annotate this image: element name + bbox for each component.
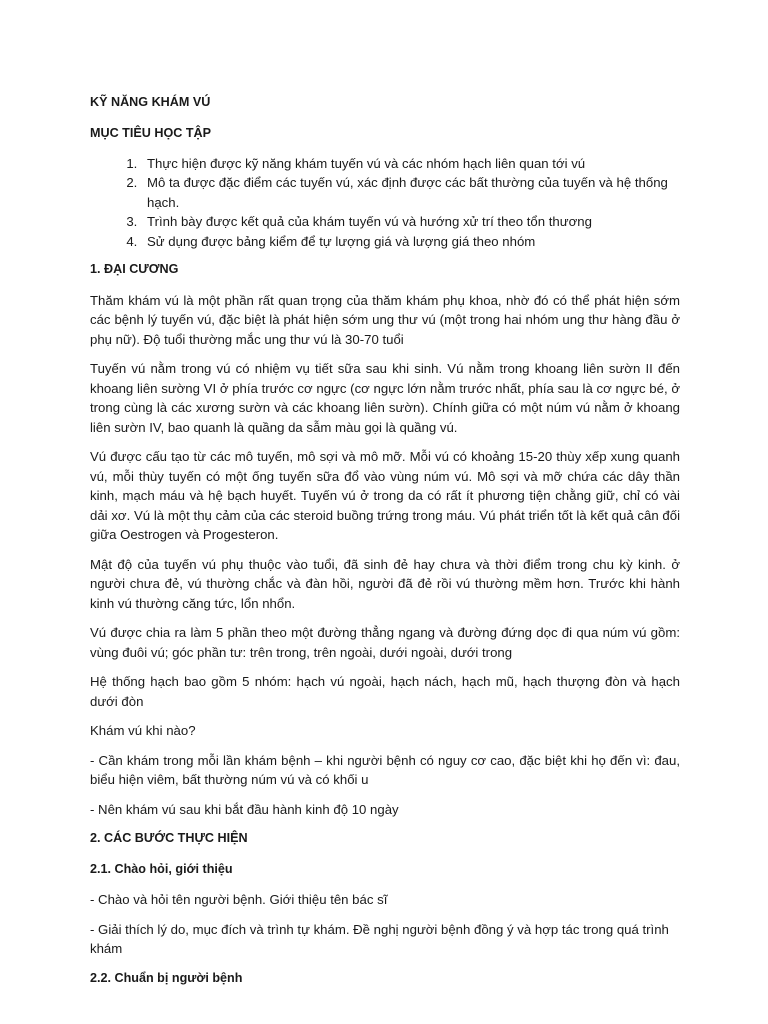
document-page	[90, 93, 680, 999]
paragraph-intro: Thăm khám vú là một phần rất quan trọng của thăm khám phụ khoa, nhờ đó có thể phát hiện sớm các bệnh lý tuyến vú, đặc biệt là phát hiện sớm ung thư vú (một trong hai nhóm ung thư hàng đầu ở phụ nữ). Độ tuổi thường mắc ung thư vú là 30-70 tuổi	[90, 292, 680, 347]
explanation-line: - Giải thích lý do, mục đích và trình tự khám. Đề nghị người bệnh đồng ý và hợp tác trong quá trình khám	[90, 921, 669, 957]
paragraph-structure: Vú được cấu tạo từ các mô tuyến, mô sợi và mô mỡ. Mỗi vú có khoảng 15-20 thùy xếp xung quanh vú, mỗi thùy tuyến có một ống tuyến sữa đổ vào vùng núm vú. Mô sợi và mỡ chứa các dây thần kinh, mạch máu và hệ bạch huyết. Tuyến vú ở trong da có rất ít phương tiện chằng giữ, chỉ có vài dải xơ. Vú là một thụ cảm của các steroid buồng trứng trong máu. Vú phát triển tốt là kết quả cân đối giữa Oestrogen và Progesteron.	[90, 449, 680, 543]
paragraph-when-exam: - Cần khám trong mỗi lần khám bệnh – khi người bệnh có nguy cơ cao, đặc biệt khi họ đến vì: đau, biểu hiện viêm, bất thường núm vú và có khối u	[90, 752, 680, 788]
subsection-2-2-heading: 2.2. Chuẩn bị người bệnh	[90, 970, 243, 985]
subsection-2-1-heading: 2.1. Chào hỏi, giới thiệu	[90, 861, 233, 876]
objectives-list	[90, 154, 680, 251]
objective-item: 3. Trình bày được kết quả của khám tuyến vú và hướng xử trí theo tổn thương	[141, 212, 680, 231]
section-2-heading: 2. CÁC BƯỚC THỰC HIỆN	[90, 831, 248, 846]
document-title: KỸ NĂNG KHÁM VÚ	[90, 95, 211, 109]
objectives-heading: MỤC TIÊU HỌC TẬP	[90, 125, 212, 140]
paragraph-when-question: Khám vú khi nào?	[90, 723, 196, 739]
greeting-line: - Chào và hỏi tên người bệnh. Giới thiệu tên bác sĩ	[90, 892, 388, 908]
paragraph-divisions: Vú được chia ra làm 5 phần theo một đường thẳng ngang và đường đứng dọc đi qua núm vú gồm: vùng đuôi vú; góc phần tư: trên trong, trên ngoài, dưới ngoài, dưới trong	[90, 625, 680, 660]
paragraph-lymph-nodes: Hệ thống hạch bao gồm 5 nhóm: hạch vú ngoài, hạch nách, hạch mũ, hạch thượng đòn và hạch dưới đòn	[90, 674, 680, 709]
paragraph-density: Mật độ của tuyến vú phụ thuộc vào tuổi, đã sinh đẻ hay chưa và thời điểm trong chu kỳ kinh. ở người chưa đẻ, vú thường chắc và đàn hồi, người đã đẻ rồi vú thường mềm hơn. Trước khi hành kinh vú thường căng tức, lổn nhổn.	[90, 556, 680, 611]
objective-item: 1. Thực hiện được kỹ năng khám tuyến vú và các nhóm hạch liên quan tới vú	[141, 154, 680, 173]
paragraph-timing: - Nên khám vú sau khi bắt đầu hành kinh độ 10 ngày	[90, 801, 399, 817]
objective-item: 4. Sử dụng được bảng kiểm để tự lượng giá và lượng giá theo nhóm	[141, 232, 680, 251]
objective-item: 2. Mô ta được đặc điểm các tuyến vú, xác định được các bất thường của tuyến và hệ thống hạch.	[141, 173, 680, 212]
section-1-heading: 1. ĐẠI CƯƠNG	[90, 262, 179, 277]
paragraph-anatomy: Tuyến vú nằm trong vú có nhiệm vụ tiết sữa sau khi sinh. Vú nằm trong khoang liên sườn II đến khoang liên sường VI ở phía trước cơ ngực (cơ ngực lớn nằm trước nhất, phía sau là cơ ngực bé, ở trong cùng là các xương sườn và các khoang liên sườn). Chính giữa có một núm vú nằm ở khoang liên sườn IV, bao quanh là quầng da sẫm màu gọi là quầng vú.	[90, 361, 680, 435]
